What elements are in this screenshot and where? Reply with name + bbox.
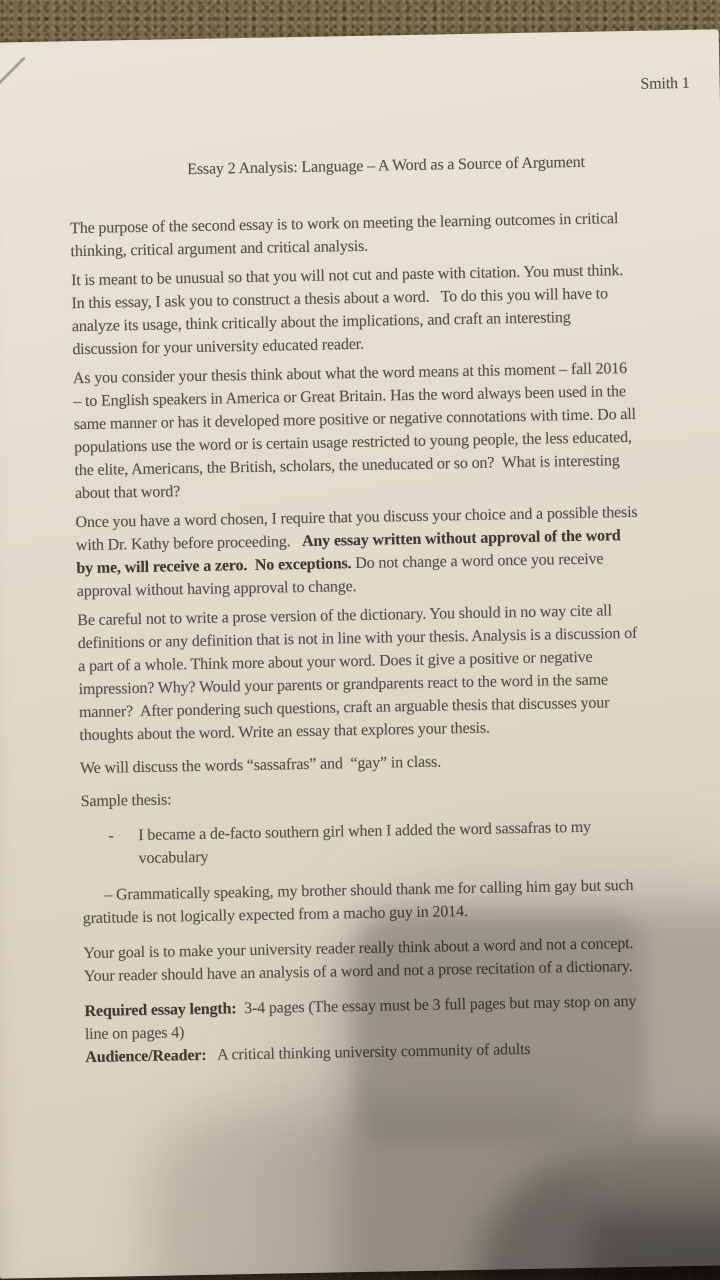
sample-thesis-item-2: – Grammatically speaking, my brother should thank me for calling him gay but such gratitude is not logically expected from a macho guy in 2014.: [82, 877, 634, 928]
paragraph-consider-thesis: As you consider your thesis think about what the word means at this moment – fall 2016 – to English speakers in America or Great Britain. Has the word always been used in the same manner or has it developed more positive or negative connotations with time. Do all populations use the word or is certain usage restricted to young people, the less educated, the elite, Americans, the British, scholars, the uneducated or so on? What is interesting about that word?: [72, 360, 637, 503]
paragraph-approval-warning: Once you have a word chosen, I require that you discuss your choice and a possible thesis with Dr. Kathy before proceeding. Any essay written without approval of the word by me, will receive a zero. No exceptions. Do not change a word once you receive approval without having approval to change.: [75, 503, 638, 601]
paragraph-purpose: The purpose of the second essay is to work on meeting the learning outcomes in critical thinking, critical argument and critical analysis.: [70, 210, 619, 261]
required-length-line: Required essay length: 3-4 pages (The essay must be 3 full pages but may stop on any line on pages 4): [84, 992, 637, 1044]
audience-line: Audience/Reader: A critical thinking university community of adults: [85, 1040, 531, 1067]
paper-sheet: [0, 29, 720, 1278]
sample-thesis-item-1: [81, 814, 716, 872]
sample-thesis-item-1-text: I became a de-facto southern girl when I added the word sassafras to my vocabulary: [138, 818, 592, 868]
paragraph-class-words: We will discuss the words “sassafras” and “gay” in class.: [79, 753, 442, 778]
document-content: [0, 29, 720, 1278]
paragraph-unusual: It is meant to be unusual so that you will not cut and paste with citation. You must think. In this essay, I ask you to construct a thesis about a word. To do this you will have to analyze its usage, think critically about the implications, and craft an interesting discussion for your university educated reader.: [70, 262, 624, 359]
page-header-name: Smith 1: [640, 74, 690, 93]
paragraph-goal: Your goal is to make your university reader really think about a word and not a concept. Your reader should have an analysis of a word and not a prose recitation of a dictionary.: [83, 935, 634, 986]
paragraph-dictionary-caution: Be careful not to write a prose version of the dictionary. You should in no way cite all definitions or any definition that is not in line with your thesis. Analysis is a discussion of a part of a whole. Think more about your word. Does it give a positive or negative impression? Why? Would your parents or grandparents react to the word in the same manner? After pondering such questions, craft an arguable thesis that discusses your thoughts about the word. Write an essay that explores your thesis.: [77, 602, 638, 745]
document-title: Essay 2 Analysis: Language – A Word as a Source of Argument: [187, 153, 586, 179]
bullet-dash: -: [108, 827, 114, 845]
sample-thesis-label: Sample thesis:: [80, 791, 172, 811]
